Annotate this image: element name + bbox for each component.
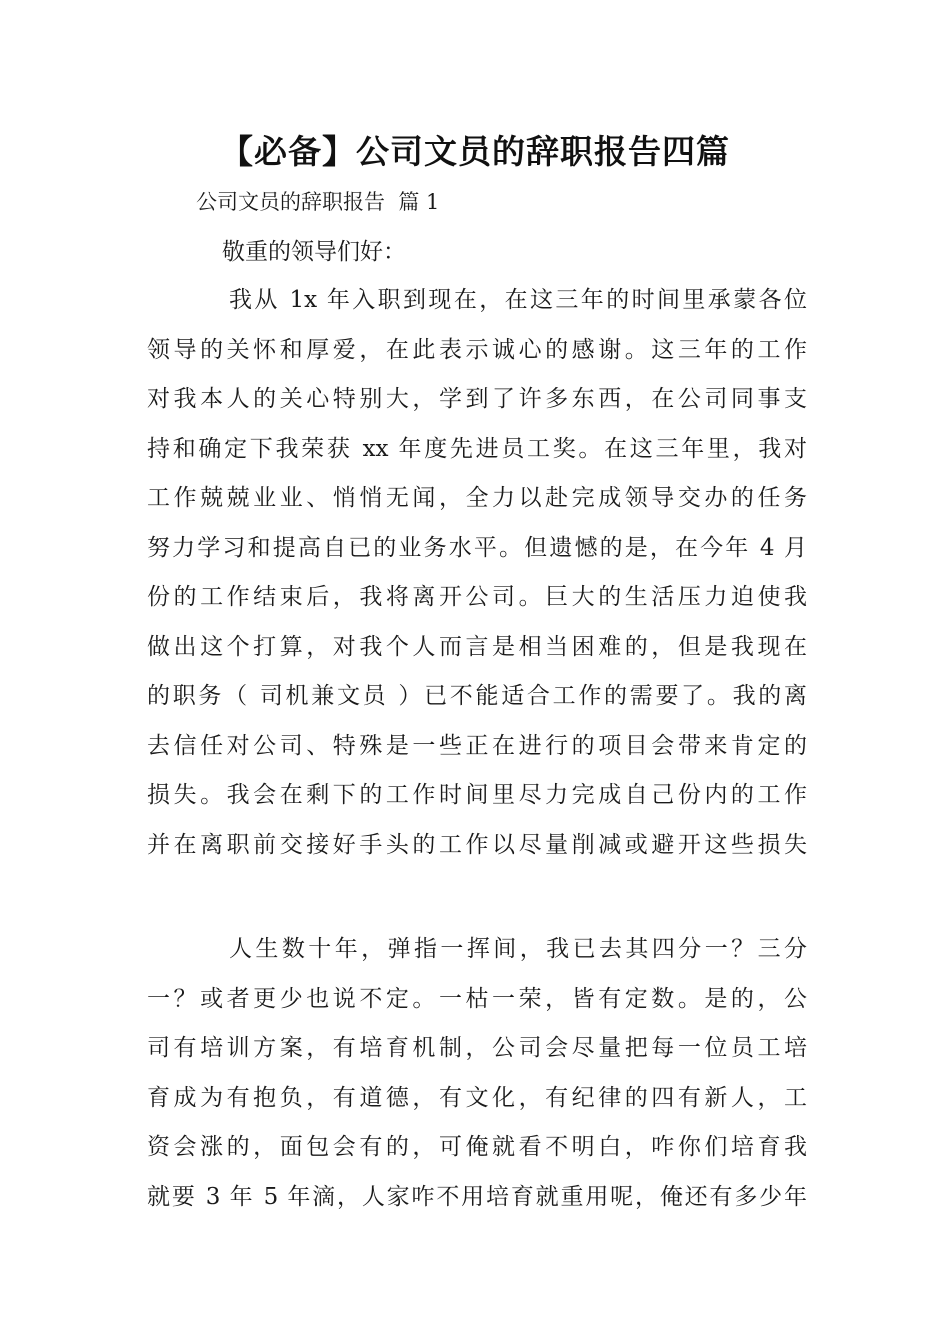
paragraph-line: 育成为有抱负，有道德，有文化，有纪律的四有新人，工: [147, 1084, 807, 1111]
paragraph-line: 做出这个打算，对我个人而言是相当困难的，但是我现在: [147, 633, 807, 660]
paragraph-1: [147, 276, 807, 870]
paragraph-line: 就要 3 年 5 年滴，人家咋不用培育就重用呢，俺还有多少年: [147, 1183, 807, 1210]
paragraph-line: 份的工作结束后，我将离开公司。巨大的生活压力迫使我: [147, 584, 807, 610]
paragraph-line: 对我本人的关心特别大，学到了许多东西，在公司同事支: [147, 386, 807, 412]
paragraph-line: 领导的关怀和厚爱，在此表示诚心的感谢。这三年的工作: [147, 336, 807, 363]
paragraph-line: 司有培训方案，有培育机制，公司会尽量把每一位员工培: [147, 1035, 807, 1061]
paragraph-line: 的职务（ 司机兼文员 ）已不能适合工作的需要了。我的离: [147, 683, 807, 709]
paragraph-line: 并在离职前交接好手头的工作以尽量削减或避开这些损失: [147, 831, 807, 858]
section-heading: 公司文员的辞职报告 篇 1: [196, 190, 440, 214]
paragraph-line: 人生数十年，弹指一挥间，我已去其四分一？三分: [229, 936, 807, 962]
paragraph-line: 去信任对公司、特殊是一些正在进行的项目会带来肯定的: [147, 732, 807, 759]
document-title: 【必备】公司文员的辞职报告四篇: [220, 132, 730, 171]
salutation: 敬重的领导们好：: [222, 239, 406, 265]
paragraph-line: 损失。我会在剩下的工作时间里尽力完成自己份内的工作: [147, 782, 807, 808]
paragraph-line: 一？或者更少也说不定。一枯一荣，皆有定数。是的，公: [147, 985, 807, 1012]
paragraph-line: 工作兢兢业业、悄悄无闻，全力以赴完成领导交办的任务: [147, 485, 807, 511]
paragraph-line: 持和确定下我荣获 xx 年度先进员工奖。在这三年里，我对: [147, 435, 807, 462]
paragraph-2: [147, 925, 807, 1222]
paragraph-line: 我从 1x 年入职到现在，在这三年的时间里承蒙各位: [229, 287, 807, 313]
paragraph-line: 努力学习和提高自已的业务水平。但遗憾的是，在今年 4 月: [147, 534, 807, 561]
paragraph-line: 资会涨的，面包会有的，可俺就看不明白，咋你们培育我: [147, 1134, 807, 1160]
